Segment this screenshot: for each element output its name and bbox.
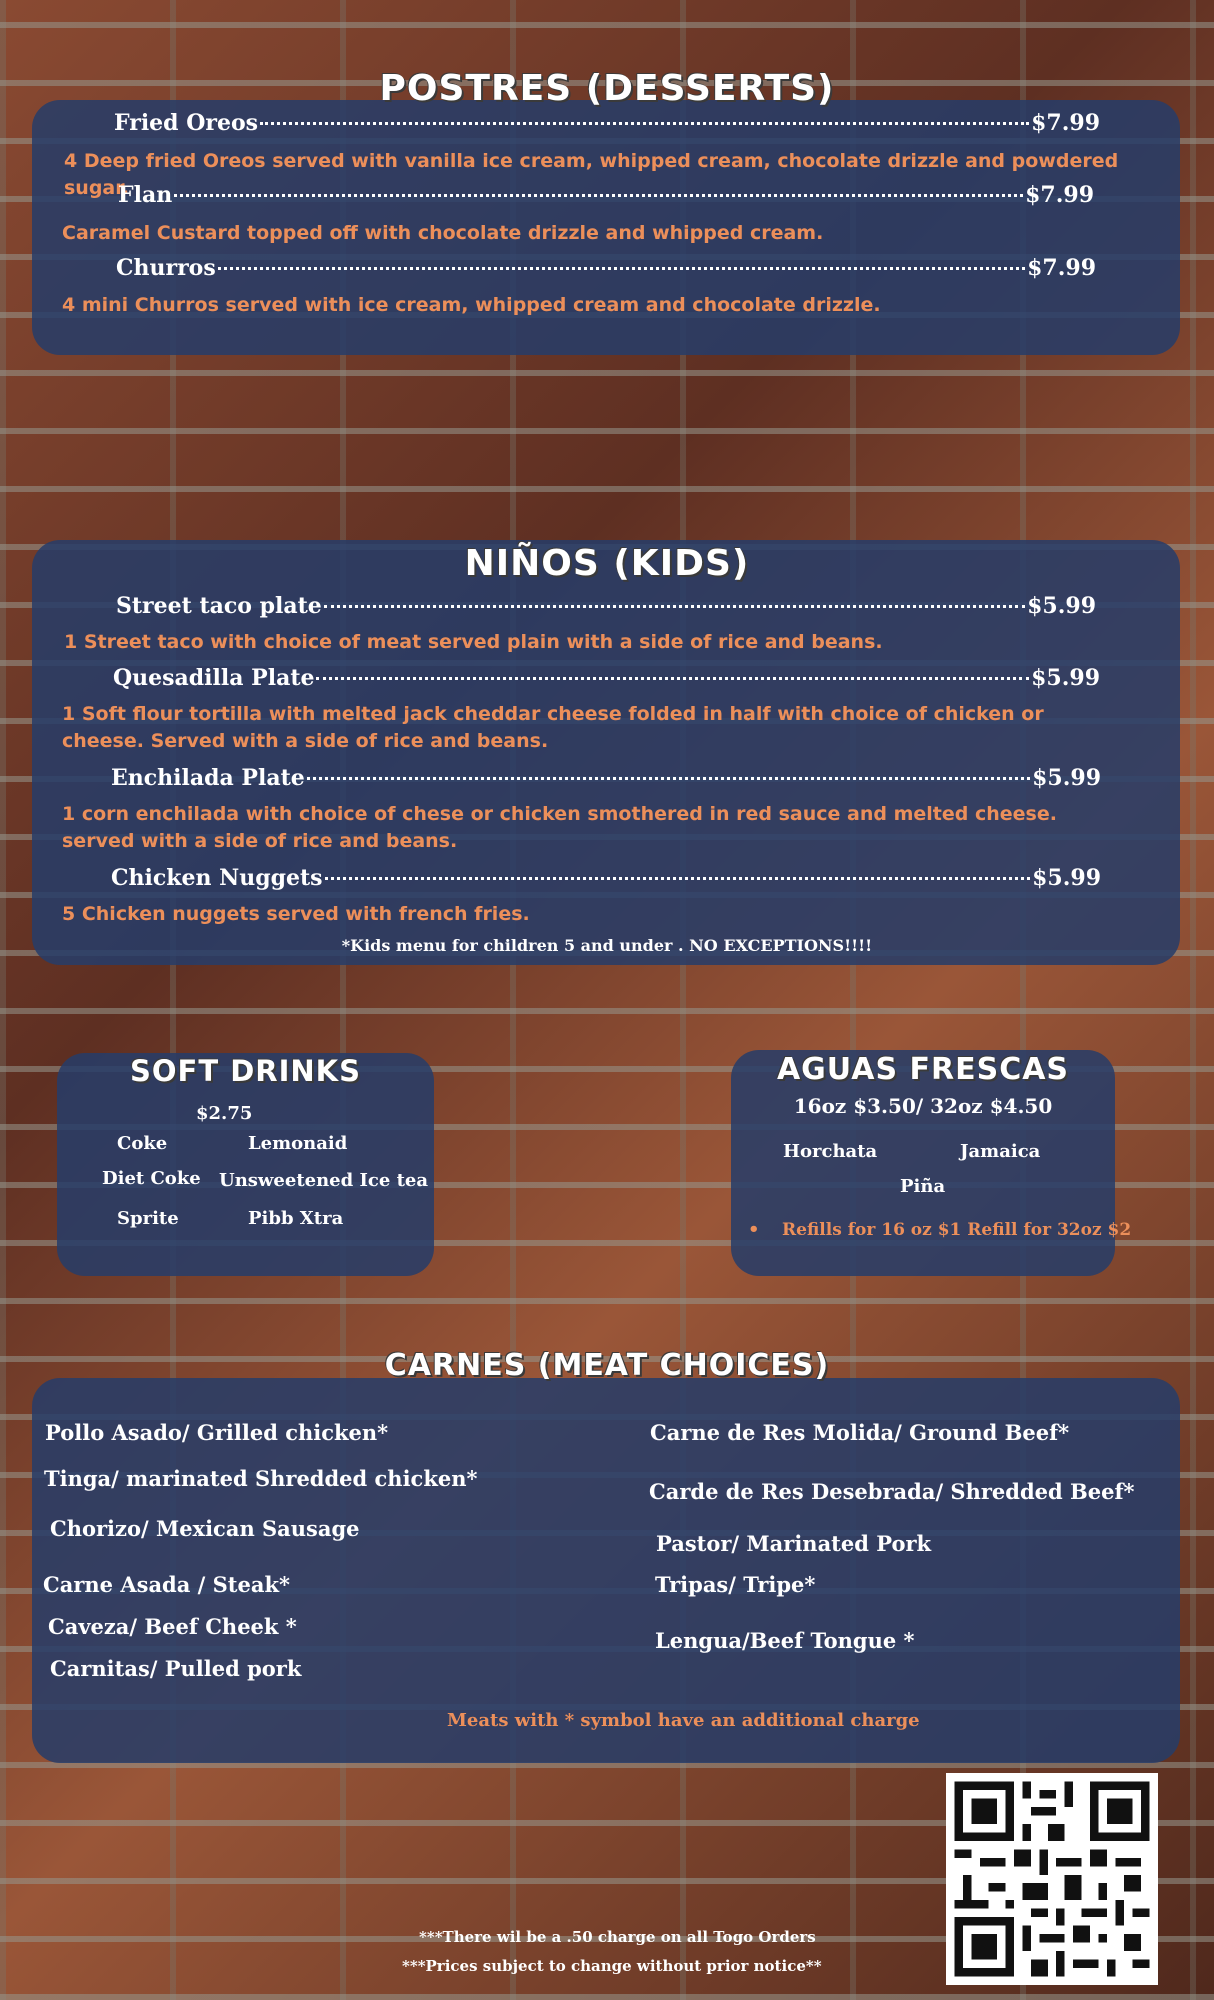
- item-name: Street taco plate: [116, 593, 322, 619]
- item-description: 1 corn enchilada with choice of chese or chicken smothered in red sauce and melted cheese. served with a side of rice and beans.: [62, 803, 1057, 852]
- item-price: $5.99: [1027, 593, 1096, 619]
- meats-note: Meats with * symbol have an additional charge: [447, 1710, 920, 1731]
- drink-item: Diet Coke: [102, 1168, 201, 1189]
- meat-item: Carnitas/ Pulled pork: [50, 1656, 302, 1681]
- item-description: 4 mini Churros served with ice cream, whipped cream and chocolate drizzle.: [62, 294, 881, 316]
- bullet-icon: •: [748, 1219, 760, 1240]
- meat-item: Pollo Asado/ Grilled chicken*: [45, 1420, 389, 1445]
- item-price: $7.99: [1025, 182, 1094, 208]
- drink-item: Lemonaid: [248, 1133, 348, 1154]
- drink-item: Coke: [117, 1133, 168, 1154]
- meat-item: Carde de Res Desebrada/ Shredded Beef*: [649, 1479, 1135, 1504]
- togo-charge-note: ***There wil be a .50 charge on all Togo Orders: [419, 1928, 816, 1946]
- menu-item-street-taco: [116, 593, 1096, 619]
- soft-drinks-heading: SOFT DRINKS: [129, 1054, 362, 1088]
- item-description: Caramel Custard topped off with chocolate drizzle and whipped cream.: [62, 222, 824, 244]
- soft-drinks-price: $2.75: [196, 1103, 253, 1124]
- item-name: Chicken Nuggets: [111, 865, 323, 891]
- meat-item: Carne de Res Molida/ Ground Beef*: [650, 1420, 1070, 1445]
- menu-item-quesadilla: [113, 665, 1100, 691]
- item-description: 1 Street taco with choice of meat served plain with a side of rice and beans.: [64, 631, 883, 653]
- menu-item-fried-oreos: [114, 110, 1100, 136]
- item-description: 4 Deep fried Oreos served with vanilla ice cream, whipped cream, chocolate drizzle and powdered sugar.: [64, 150, 1119, 199]
- menu-item-churros: [116, 255, 1096, 281]
- item-description: 1 Soft flour tortilla with melted jack cheddar cheese folded in half with choice of chicken or cheese. Served with a side of rice and beans.: [62, 703, 1044, 752]
- meat-item: Pastor/ Marinated Pork: [656, 1531, 932, 1556]
- item-name: Churros: [116, 255, 216, 281]
- meat-item: Lengua/Beef Tongue *: [655, 1628, 915, 1653]
- qr-code-icon: [946, 1773, 1158, 1985]
- drink-item: Pibb Xtra: [248, 1208, 344, 1229]
- agua-item: Jamaica: [960, 1141, 1041, 1162]
- aguas-sizes: 16oz $3.50/ 32oz $4.50: [793, 1094, 1053, 1118]
- refill-note: Refills for 16 oz $1 Refill for 32oz $2: [782, 1220, 1132, 1240]
- kids-heading: NIÑOS (KIDS): [464, 543, 750, 584]
- kids-note: *Kids menu for children 5 and under . NO EXCEPTIONS!!!!: [341, 936, 873, 955]
- item-name: Flan: [118, 182, 173, 208]
- meat-item: Tripas/ Tripe*: [655, 1572, 816, 1597]
- leader-dots: [307, 777, 1030, 780]
- meats-heading: CARNES (MEAT CHOICES): [384, 1348, 830, 1383]
- item-name: Enchilada Plate: [111, 765, 305, 791]
- item-name: Fried Oreos: [114, 110, 259, 136]
- leader-dots: [260, 122, 1029, 125]
- price-change-note: ***Prices subject to change without prior notice**: [402, 1957, 822, 1975]
- meat-item: Carne Asada / Steak*: [43, 1572, 290, 1597]
- leader-dots: [316, 677, 1029, 680]
- item-price: $5.99: [1032, 865, 1101, 891]
- item-price: $5.99: [1031, 665, 1100, 691]
- leader-dots: [325, 877, 1031, 880]
- meat-item: Tinga/ marinated Shredded chicken*: [44, 1466, 478, 1491]
- drink-item: Sprite: [117, 1208, 179, 1229]
- drink-item: Unsweetened Ice tea: [219, 1170, 429, 1191]
- item-price: $7.99: [1031, 110, 1100, 136]
- menu-item-chicken-nuggets: [111, 865, 1101, 891]
- leader-dots: [218, 267, 1025, 270]
- menu-item-flan: [118, 182, 1094, 208]
- item-description: 5 Chicken nuggets served with french fries.: [62, 903, 530, 925]
- aguas-frescas-heading: AGUAS FRESCAS: [776, 1052, 1070, 1087]
- leader-dots: [174, 194, 1023, 197]
- agua-item: Piña: [900, 1176, 946, 1197]
- item-name: Quesadilla Plate: [113, 665, 315, 691]
- item-price: $5.99: [1032, 765, 1101, 791]
- desserts-heading: POSTRES (DESSERTS): [379, 68, 835, 109]
- item-price: $7.99: [1027, 255, 1096, 281]
- agua-item: Horchata: [783, 1141, 878, 1162]
- meat-item: Caveza/ Beef Cheek *: [48, 1614, 297, 1639]
- leader-dots: [324, 605, 1025, 608]
- meat-item: Chorizo/ Mexican Sausage: [50, 1516, 360, 1541]
- menu-item-enchilada: [111, 765, 1101, 791]
